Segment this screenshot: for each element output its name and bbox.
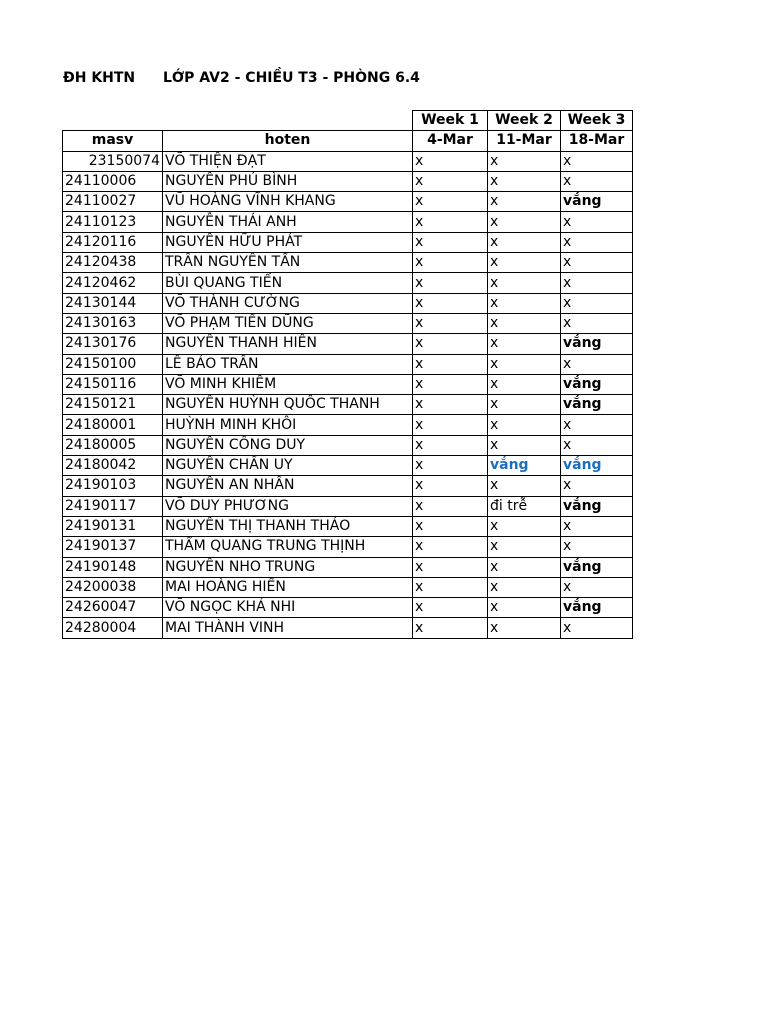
week-1-cell: x [413, 516, 488, 536]
hoten-cell: BÙI QUANG TIẾN [163, 273, 413, 293]
hoten-cell: NGUYỄN CHẤN UY [163, 456, 413, 476]
week-2-cell: x [488, 313, 561, 333]
table-row [63, 435, 633, 455]
week-3-cell: x [561, 577, 633, 597]
week-3-date: 18-Mar [561, 131, 633, 151]
week-2-cell: x [488, 374, 561, 394]
week-1-cell: x [413, 313, 488, 333]
week-1-label: Week 1 [413, 111, 488, 131]
masv-cell: 24180001 [63, 415, 163, 435]
week-1-cell: x [413, 557, 488, 577]
hoten-cell: NGUYỄN THÁI ANH [163, 212, 413, 232]
week-2-cell: x [488, 415, 561, 435]
week-2-cell: x [488, 598, 561, 618]
table-row [63, 415, 633, 435]
table-row [63, 354, 633, 374]
week-3-cell: x [561, 253, 633, 273]
masv-cell: 24150116 [63, 374, 163, 394]
masv-cell: 24110123 [63, 212, 163, 232]
masv-cell: 24130144 [63, 293, 163, 313]
week-1-cell: x [413, 212, 488, 232]
week-1-cell: x [413, 456, 488, 476]
week-1-cell: x [413, 192, 488, 212]
hoten-header: hoten [163, 131, 413, 151]
masv-cell: 24190131 [63, 516, 163, 536]
week-3-label: Week 3 [561, 111, 633, 131]
table-row [63, 212, 633, 232]
week-1-cell: x [413, 395, 488, 415]
masv-cell: 24190148 [63, 557, 163, 577]
hoten-cell: NGUYỄN PHÚ BÌNH [163, 171, 413, 191]
week-2-cell: x [488, 171, 561, 191]
week-2-cell: x [488, 151, 561, 171]
week-1-cell: x [413, 293, 488, 313]
week-1-cell: x [413, 232, 488, 252]
hoten-cell: MAI THÀNH VINH [163, 618, 413, 638]
week-3-cell: vắng [561, 598, 633, 618]
week-2-cell: x [488, 253, 561, 273]
week-3-cell: x [561, 171, 633, 191]
week-header-row [63, 111, 633, 131]
class-info: LỚP AV2 - CHIỀU T3 - PHÒNG 6.4 [163, 70, 420, 86]
attendance-table [62, 110, 633, 639]
blank-cell [63, 111, 163, 131]
masv-cell: 24110027 [63, 192, 163, 212]
table-row [63, 476, 633, 496]
week-1-cell: x [413, 537, 488, 557]
masv-cell: 24260047 [63, 598, 163, 618]
week-3-cell: x [561, 212, 633, 232]
masv-cell: 24180042 [63, 456, 163, 476]
masv-cell: 24150100 [63, 354, 163, 374]
masv-cell: 24180005 [63, 435, 163, 455]
week-3-cell: x [561, 293, 633, 313]
table-row [63, 253, 633, 273]
hoten-cell: NGUYỄN NHO TRUNG [163, 557, 413, 577]
week-3-cell: x [561, 273, 633, 293]
table-row [63, 171, 633, 191]
hoten-cell: VŨ HOÀNG VĨNH KHANG [163, 192, 413, 212]
masv-cell: 24120462 [63, 273, 163, 293]
week-3-cell: vắng [561, 456, 633, 476]
week-3-cell: x [561, 476, 633, 496]
week-3-cell: vắng [561, 395, 633, 415]
masv-cell: 24130176 [63, 334, 163, 354]
week-1-cell: x [413, 273, 488, 293]
week-1-cell: x [413, 374, 488, 394]
table-row [63, 313, 633, 333]
week-2-cell: đi trễ [488, 496, 561, 516]
table-row [63, 618, 633, 638]
week-2-cell: x [488, 577, 561, 597]
masv-cell: 24150121 [63, 395, 163, 415]
week-3-cell: x [561, 618, 633, 638]
week-2-cell: x [488, 516, 561, 536]
column-header-row [63, 131, 633, 151]
table-row [63, 273, 633, 293]
table-row [63, 496, 633, 516]
week-3-cell: x [561, 435, 633, 455]
week-1-cell: x [413, 476, 488, 496]
week-2-cell: x [488, 354, 561, 374]
week-1-cell: x [413, 415, 488, 435]
hoten-cell: VÕ THÀNH CƯỜNG [163, 293, 413, 313]
hoten-cell: LÊ BẢO TRÂN [163, 354, 413, 374]
week-1-cell: x [413, 334, 488, 354]
week-2-cell: x [488, 334, 561, 354]
masv-cell: 24190137 [63, 537, 163, 557]
masv-cell: 23150074 [63, 151, 163, 171]
week-2-cell: x [488, 232, 561, 252]
week-3-cell: x [561, 313, 633, 333]
week-2-cell: x [488, 273, 561, 293]
hoten-cell: NGUYỄN THỊ THANH THẢO [163, 516, 413, 536]
table-row [63, 537, 633, 557]
week-2-label: Week 2 [488, 111, 561, 131]
table-row [63, 334, 633, 354]
week-1-cell: x [413, 253, 488, 273]
week-3-cell: x [561, 151, 633, 171]
week-3-cell: x [561, 415, 633, 435]
hoten-cell: NGUYỄN AN NHÂN [163, 476, 413, 496]
table-row [63, 557, 633, 577]
masv-cell: 24200038 [63, 577, 163, 597]
week-3-cell: vắng [561, 334, 633, 354]
masv-cell: 24120116 [63, 232, 163, 252]
week-1-cell: x [413, 577, 488, 597]
masv-cell: 24130163 [63, 313, 163, 333]
week-2-cell: vắng [488, 456, 561, 476]
week-1-cell: x [413, 435, 488, 455]
table-row [63, 598, 633, 618]
week-1-cell: x [413, 618, 488, 638]
hoten-cell: VÕ MINH KHIÊM [163, 374, 413, 394]
week-3-cell: x [561, 354, 633, 374]
masv-cell: 24110006 [63, 171, 163, 191]
week-2-cell: x [488, 212, 561, 232]
table-row [63, 456, 633, 476]
masv-cell: 24190103 [63, 476, 163, 496]
hoten-cell: VÕ NGỌC KHẢ NHI [163, 598, 413, 618]
week-2-cell: x [488, 557, 561, 577]
week-3-cell: x [561, 232, 633, 252]
hoten-cell: THẨM QUANG TRUNG THỊNH [163, 537, 413, 557]
masv-header: masv [63, 131, 163, 151]
week-3-cell: vắng [561, 192, 633, 212]
table-row [63, 516, 633, 536]
table-row [63, 395, 633, 415]
week-3-cell: x [561, 516, 633, 536]
week-2-cell: x [488, 192, 561, 212]
school-name: ĐH KHTN [63, 70, 136, 86]
week-1-cell: x [413, 354, 488, 374]
page-title [63, 70, 420, 86]
week-2-cell: x [488, 537, 561, 557]
masv-cell: 24120438 [63, 253, 163, 273]
week-1-cell: x [413, 598, 488, 618]
table-row [63, 374, 633, 394]
blank-cell [163, 111, 413, 131]
week-3-cell: vắng [561, 557, 633, 577]
week-2-cell: x [488, 395, 561, 415]
hoten-cell: MAI HOÀNG HIỂN [163, 577, 413, 597]
week-2-date: 11-Mar [488, 131, 561, 151]
week-3-cell: x [561, 537, 633, 557]
hoten-cell: NGUYỄN HỮU PHÁT [163, 232, 413, 252]
hoten-cell: VÕ THIỆN ĐẠT [163, 151, 413, 171]
table-row [63, 192, 633, 212]
week-2-cell: x [488, 476, 561, 496]
week-1-cell: x [413, 151, 488, 171]
table-row [63, 232, 633, 252]
hoten-cell: NGUYỄN CÔNG DUY [163, 435, 413, 455]
week-2-cell: x [488, 293, 561, 313]
masv-cell: 24280004 [63, 618, 163, 638]
hoten-cell: HUỲNH MINH KHÔI [163, 415, 413, 435]
week-1-date: 4-Mar [413, 131, 488, 151]
week-1-cell: x [413, 496, 488, 516]
hoten-cell: VÕ PHẠM TIẾN DŨNG [163, 313, 413, 333]
table-row [63, 151, 633, 171]
hoten-cell: TRẦN NGUYỄN TẤN [163, 253, 413, 273]
hoten-cell: VÕ DUY PHƯƠNG [163, 496, 413, 516]
week-2-cell: x [488, 435, 561, 455]
week-1-cell: x [413, 171, 488, 191]
table-row [63, 577, 633, 597]
hoten-cell: NGUYỄN HUỲNH QUỐC THANH [163, 395, 413, 415]
table-row [63, 293, 633, 313]
hoten-cell: NGUYỄN THANH HIỀN [163, 334, 413, 354]
week-3-cell: vắng [561, 496, 633, 516]
week-2-cell: x [488, 618, 561, 638]
masv-cell: 24190117 [63, 496, 163, 516]
week-3-cell: vắng [561, 374, 633, 394]
